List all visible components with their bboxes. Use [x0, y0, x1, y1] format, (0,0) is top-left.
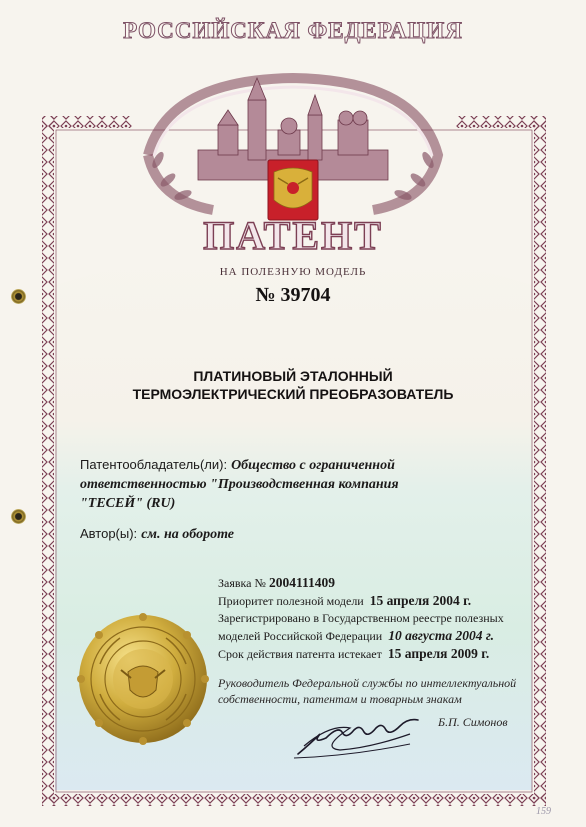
author-label: Автор(ы):: [80, 526, 138, 541]
binder-hole-icon: [11, 289, 26, 304]
patent-subheading: НА ПОЛЕЗНУЮ МОДЕЛЬ: [219, 266, 367, 278]
registration-block: [218, 574, 538, 663]
registered-label-line2: моделей Российской Федерации: [218, 629, 383, 643]
expiry-date: 15 апреля 2009 г.: [387, 646, 490, 661]
priority-label: Приоритет полезной модели: [218, 594, 364, 608]
signer-name: Б.П. Симонов: [438, 715, 508, 729]
expiry-label: Срок действия патента истекает: [218, 647, 382, 661]
position-line1: Руководитель Федеральной службы по интеллектуальной: [218, 676, 517, 690]
holder-value-line2: ответственностью "Производственная компания: [80, 477, 399, 492]
pencil-annotation: 159: [536, 806, 551, 817]
gold-seal-icon: [76, 612, 210, 746]
invention-title-line1: ПЛАТИНОВЫЙ ЭТАЛОННЫЙ: [193, 368, 393, 384]
position-line2: собственности, патентам и товарным знакам: [218, 692, 462, 706]
priority-date: 15 апреля 2004 г.: [369, 593, 472, 608]
holder-label: Патентообладатель(ли):: [80, 457, 228, 472]
country-heading: РОССИЙСКАЯ ФЕДЕРАЦИЯ: [123, 18, 463, 43]
binder-hole-icon: [11, 509, 26, 524]
official-position: [218, 675, 548, 707]
patent-holder: [80, 455, 430, 513]
registered-label-line1: Зарегистрировано в Государственном реестре полезных: [218, 611, 504, 625]
author-field: [80, 524, 234, 544]
holder-value-line3: "ТЕСЕЙ" (RU): [80, 496, 176, 511]
handwritten-signature: [290, 704, 430, 762]
application-number: 2004111409: [268, 575, 335, 590]
holder-value-line1: Общество с ограниченной: [231, 458, 395, 473]
author-value: см. на обороте: [141, 527, 234, 542]
registered-date: 10 августа 2004 г.: [388, 628, 495, 643]
patent-number: № 39704: [255, 284, 331, 306]
application-label: Заявка №: [218, 576, 266, 590]
patent-heading: ПАТЕНТ: [203, 213, 383, 258]
kremlin-emblem-icon: [128, 60, 458, 228]
invention-title-line2: ТЕРМОЭЛЕКТРИЧЕСКИЙ ПРЕОБРАЗОВАТЕЛЬ: [132, 386, 454, 402]
